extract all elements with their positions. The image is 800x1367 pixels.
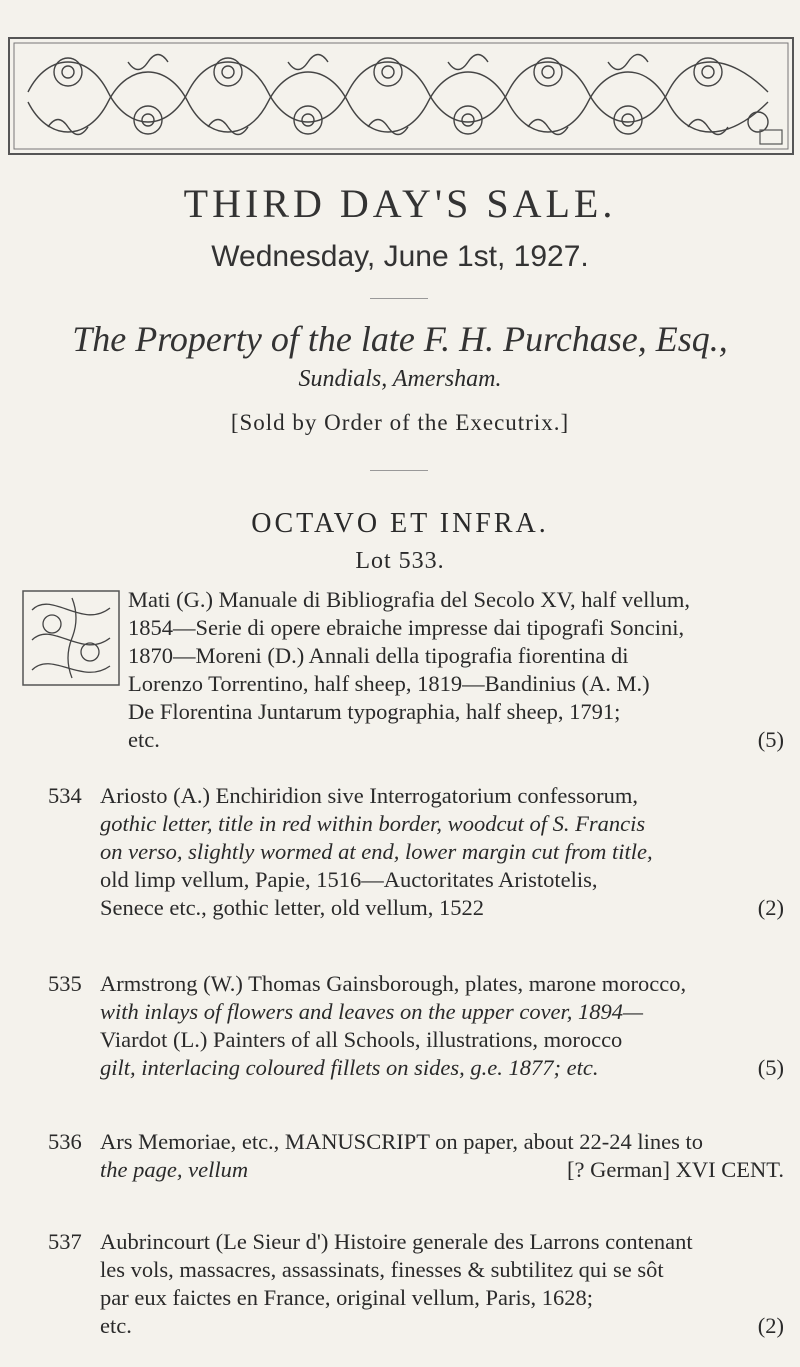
lot-line: par eux faictes en France, original vellum, Paris, 1628; (100, 1285, 593, 1310)
lot-line: 1870—Moreni (D.) Annali della tipografia fiorentina di (128, 643, 629, 668)
lot-line: on verso, slightly wormed at end, lower margin cut from title, (100, 839, 653, 864)
property-owner: The Property of the late F. H. Purchase, Esq., (72, 319, 728, 359)
lot-537 (48, 1228, 784, 1348)
section-title: OCTAVO ET INFRA. (251, 508, 549, 539)
lot-534 (48, 782, 784, 932)
lot-536 (48, 1128, 784, 1188)
lot-533-description (128, 586, 784, 754)
floral-ornament-icon (8, 32, 794, 160)
lot-line: Aubrincourt (Le Sieur d') Histoire generale des Larrons contenant (100, 1229, 693, 1254)
lot-line: Armstrong (W.) Thomas Gainsborough, plates, marone morocco, (100, 971, 687, 996)
lot-line: Viardot (L.) Painters of all Schools, illustrations, morocco (100, 1027, 623, 1052)
lot-line: De Florentina Juntarum typographia, half sheep, 1791; (128, 699, 621, 724)
sale-title: THIRD DAY'S SALE. (183, 181, 617, 226)
lot-number: 534 (48, 783, 82, 808)
lot-line: Ars Memoriae, etc., MANUSCRIPT on paper, about 22-24 lines to (100, 1129, 703, 1154)
divider (370, 298, 428, 299)
sold-by-note: [Sold by Order of the Executrix.] (230, 410, 570, 435)
lot-description (100, 1228, 784, 1340)
ornament-icon (22, 590, 120, 686)
lot-line-text: etc. (100, 1313, 132, 1338)
lot-line-text: gilt, interlacing coloured fillets on sides, g.e. 1877; etc. (100, 1055, 599, 1080)
lot-line (100, 1156, 784, 1184)
lot-number: 535 (48, 971, 82, 996)
lot-line (128, 726, 784, 754)
lot-line (100, 1054, 784, 1082)
divider (370, 470, 428, 471)
lot-line: les vols, massacres, assassinats, finesses & subtilitez qui se sôt (100, 1257, 664, 1282)
lot-line-text: Senece etc., gothic letter, old vellum, 1522 (100, 895, 484, 920)
sale-date: Wednesday, June 1st, 1927. (211, 240, 589, 273)
lot-line: with inlays of flowers and leaves on the upper cover, 1894— (100, 999, 644, 1024)
lot-number: 536 (48, 1129, 82, 1154)
lot-line: Mati (G.) Manuale di Bibliografia del Secolo XV, half vellum, (128, 587, 690, 612)
lot-line-text: etc. (128, 727, 160, 752)
decorative-banner (8, 32, 794, 160)
lot-price: (5) (757, 1055, 784, 1080)
property-address: Sundials, Amersham. (298, 366, 502, 392)
lot-line: old limp vellum, Papie, 1516—Auctoritates Aristotelis, (100, 867, 598, 892)
lot-description (100, 782, 784, 922)
lot-description (100, 1128, 784, 1184)
lot-line (100, 1312, 784, 1340)
lot-price: [? German] XVI CENT. (566, 1157, 784, 1182)
lot-line: gothic letter, title in red within border, woodcut of S. Francis (100, 811, 646, 836)
lot-535 (48, 970, 784, 1090)
ornament-initial (22, 590, 120, 686)
lot-line (100, 894, 784, 922)
lot-price: (2) (757, 895, 784, 920)
lot-price: (2) (757, 1313, 784, 1338)
lot-price: (5) (757, 727, 784, 752)
lot-line: Lorenzo Torrentino, half sheep, 1819—Bandinius (A. M.) (128, 671, 650, 696)
lot-heading: Lot 533. (355, 548, 445, 574)
lot-line: Ariosto (A.) Enchiridion sive Interrogatorium confessorum, (100, 783, 639, 808)
lot-line: 1854—Serie di opere ebraiche impresse dai tipografi Soncini, (128, 615, 685, 640)
lot-line-text: the page, vellum (100, 1157, 249, 1182)
lot-number: 537 (48, 1229, 82, 1254)
lot-description (100, 970, 784, 1082)
